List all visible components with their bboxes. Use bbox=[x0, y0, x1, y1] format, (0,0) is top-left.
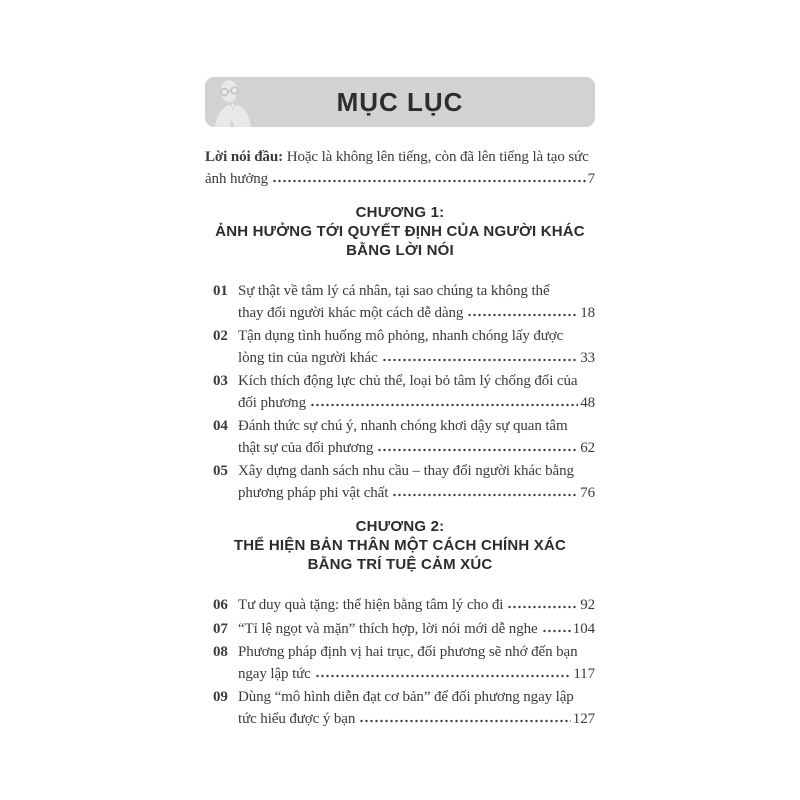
toc-entry bbox=[205, 595, 595, 617]
entry-text bbox=[238, 281, 595, 324]
entry-page-number: 92 bbox=[580, 597, 595, 613]
chapter-title-line: BẰNG LỜI NÓI bbox=[346, 242, 454, 259]
entry-text-line: ngay lập tức bbox=[238, 665, 311, 682]
chapter-section bbox=[205, 517, 595, 730]
entry-leader-row bbox=[238, 393, 595, 415]
entry-leader-row bbox=[238, 619, 595, 641]
entry-text bbox=[238, 595, 595, 617]
dot-leader bbox=[315, 673, 572, 678]
toc-entry bbox=[205, 326, 595, 369]
entry-number: 03 bbox=[213, 373, 228, 389]
toc-entry bbox=[205, 461, 595, 504]
preface-page-number: 7 bbox=[587, 171, 595, 187]
toc-entry bbox=[205, 281, 595, 324]
entry-text-line: Đánh thức sự chú ý, nhanh chóng khơi dậy sự quan tâm bbox=[238, 418, 568, 434]
dot-leader bbox=[467, 312, 578, 317]
entry-leader-row bbox=[238, 483, 595, 505]
entry-text bbox=[238, 416, 595, 459]
dot-leader bbox=[507, 604, 578, 609]
entry-number: 06 bbox=[213, 597, 228, 613]
entry-text bbox=[238, 619, 595, 641]
entry-number: 01 bbox=[213, 283, 228, 299]
chapter-label: CHƯƠNG 2: bbox=[355, 518, 445, 535]
dot-leader bbox=[392, 492, 578, 497]
toc-entry bbox=[205, 416, 595, 459]
entry-text-line: Tư duy quà tặng: thể hiện bằng tâm lý cho đi bbox=[238, 597, 504, 613]
chapter-heading bbox=[205, 203, 595, 260]
entry-leader-row bbox=[238, 709, 595, 731]
entry-page-number: 62 bbox=[580, 439, 595, 456]
chapter-title-line: THỂ HIỆN BẢN THÂN MỘT CÁCH CHÍNH XÁC bbox=[233, 537, 567, 554]
entry-number: 08 bbox=[213, 644, 228, 660]
entry-page-number: 33 bbox=[580, 349, 595, 366]
toc-entry bbox=[205, 619, 595, 641]
page-title: MỤC LỤC bbox=[336, 86, 464, 117]
chapter-label: CHƯƠNG 1: bbox=[355, 204, 445, 221]
chapter-title-line: BẰNG TRÍ TUỆ CẢM XÚC bbox=[307, 556, 493, 573]
chapter-section bbox=[205, 203, 595, 504]
entry-page-number: 48 bbox=[580, 394, 595, 411]
preface-label: Lời nói đầu: bbox=[205, 149, 283, 165]
toc-entry bbox=[205, 642, 595, 685]
toc-entry bbox=[205, 687, 595, 730]
entry-page-number: 18 bbox=[580, 304, 595, 321]
entry-text bbox=[238, 642, 595, 685]
entry-text bbox=[238, 687, 595, 730]
dot-leader bbox=[272, 178, 586, 183]
entry-text-line: “Tỉ lệ ngọt và mặn” thích hợp, lời nói mới dễ nghe bbox=[238, 620, 538, 637]
entry-text-line: lòng tin của người khác bbox=[238, 349, 378, 366]
entry-text-line: phương pháp phi vật chất bbox=[238, 484, 389, 501]
entry-leader-row bbox=[238, 595, 595, 617]
preface-text: Hoặc là không lên tiếng, còn đã lên tiếng là tạo sức bbox=[286, 149, 589, 165]
toc-header-bar bbox=[205, 77, 595, 127]
gentleman-silhouette-icon bbox=[208, 77, 258, 127]
entry-text-line: Dùng “mô hình diễn đạt cơ bản” để đối phương ngay lập bbox=[238, 689, 574, 705]
entry-text-line: Xây dựng danh sách nhu cầu – thay đổi người khác bằng bbox=[238, 463, 574, 479]
entry-text-line: tức hiểu được ý bạn bbox=[238, 710, 356, 727]
entry-page-number: 104 bbox=[572, 620, 595, 637]
dot-leader bbox=[310, 402, 578, 407]
dot-leader bbox=[359, 718, 571, 723]
entry-leader-row bbox=[238, 664, 595, 686]
entry-page-number: 127 bbox=[572, 710, 595, 727]
entry-text-line: thật sự của đối phương bbox=[238, 439, 374, 456]
chapters-container bbox=[205, 203, 595, 730]
entry-text-line: thay đổi người khác một cách dễ dàng bbox=[238, 304, 464, 321]
entry-text-line: Phương pháp định vị hai trục, đối phương sẽ nhớ đến bạn bbox=[238, 644, 578, 660]
entry-leader-row bbox=[238, 303, 595, 325]
entry-number: 07 bbox=[213, 620, 228, 637]
entry-text bbox=[238, 461, 595, 504]
entry-number: 09 bbox=[213, 689, 228, 705]
entry-text bbox=[238, 326, 595, 369]
entry-text-line: Tận dụng tình huống mô phỏng, nhanh chóng lấy được bbox=[238, 328, 564, 344]
dot-leader bbox=[542, 628, 571, 633]
dot-leader bbox=[377, 447, 578, 452]
preface-text-continued: ảnh hưởng bbox=[205, 171, 269, 187]
preface-entry bbox=[205, 146, 595, 190]
toc-entry bbox=[205, 371, 595, 414]
entry-text-line: đối phương bbox=[238, 394, 306, 411]
book-page bbox=[205, 0, 595, 730]
entry-leader-row bbox=[238, 438, 595, 460]
entry-page-number: 117 bbox=[573, 665, 595, 682]
entry-text-line: Sự thật về tâm lý cá nhân, tại sao chúng ta không thể bbox=[238, 283, 550, 299]
entry-text-line: Kích thích động lực chủ thể, loại bỏ tâm lý chống đối của bbox=[238, 373, 578, 389]
chapter-title-line: ẢNH HƯỞNG TỚI QUYẾT ĐỊNH CỦA NGƯỜI KHÁC bbox=[215, 223, 585, 240]
dot-leader bbox=[382, 357, 579, 362]
entry-number: 04 bbox=[213, 418, 228, 434]
entry-page-number: 76 bbox=[580, 484, 595, 501]
entry-number: 05 bbox=[213, 463, 228, 479]
entry-leader-row bbox=[238, 348, 595, 370]
entry-text bbox=[238, 371, 595, 414]
chapter-heading bbox=[205, 517, 595, 574]
entry-number: 02 bbox=[213, 328, 228, 344]
